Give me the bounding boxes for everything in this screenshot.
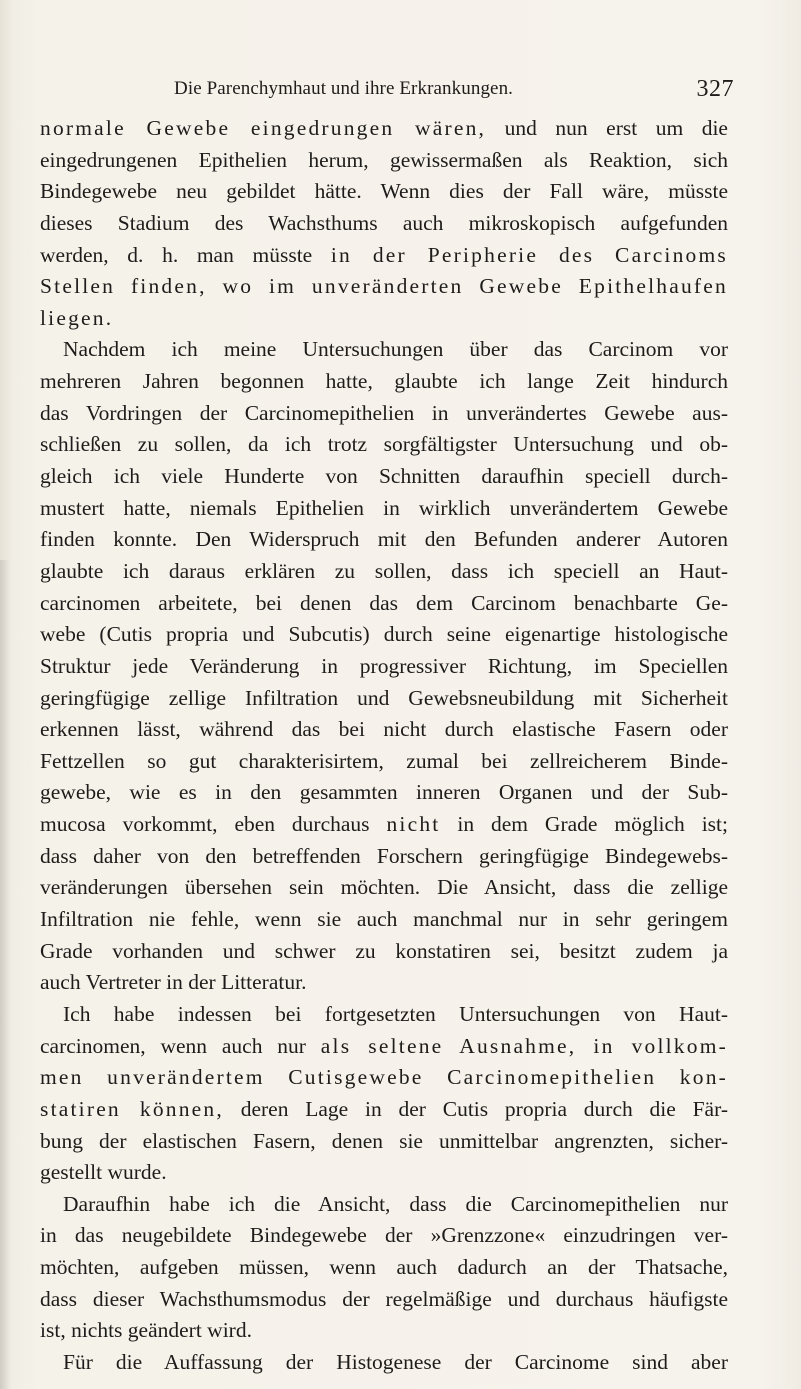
text-line <box>40 334 728 366</box>
spaced-emphasis-text: statiren können, <box>40 1096 224 1121</box>
text-line <box>40 1157 728 1189</box>
text-line <box>40 872 728 904</box>
text-line <box>40 176 728 208</box>
page-header <box>174 78 734 108</box>
text-line <box>40 1284 728 1316</box>
text-segment: dass daher von den betreffenden Forschern geringfügige Bindegewebs- <box>40 843 728 868</box>
text-segment: auch Vertreter in der Litteratur. <box>40 970 307 995</box>
text-line <box>40 904 728 936</box>
text-segment: mehreren Jahren begonnen hatte, glaubte ich lange Zeit hindurch <box>40 369 728 394</box>
text-line <box>40 366 728 398</box>
text-segment: und nun erst um die <box>486 116 728 140</box>
text-segment: Nachdem ich meine Untersuchungen über das Carcinom vor <box>63 337 728 362</box>
text-segment: finden konnte. Den Widerspruch mit den Befunden anderer Autoren <box>40 527 728 552</box>
text-line <box>40 398 728 430</box>
running-title: Die Parenchymhaut und ihre Erkrankungen. <box>174 78 514 99</box>
text-line <box>40 1094 728 1126</box>
text-line <box>40 1252 728 1284</box>
text-segment: Bindegewebe neu gebildet hätte. Wenn dies der Fall wäre, müsste <box>40 179 728 204</box>
spaced-emphasis-text: nicht <box>386 812 441 837</box>
text-line <box>40 1347 728 1379</box>
text-line <box>40 1062 728 1094</box>
text-segment: bung der elastischen Fasern, denen sie unmittelbar angrenzten, sicher- <box>40 1128 728 1153</box>
page-number: 327 <box>696 76 734 102</box>
text-segment: gewebe, wie es in den gesammten inneren Organen und der Sub- <box>40 780 728 805</box>
text-segment: Grade vorhanden und schwer zu konstatiren sei, besitzt zudem ja <box>40 938 728 963</box>
text-line <box>40 429 728 461</box>
text-line <box>40 651 728 683</box>
text-line <box>40 746 728 778</box>
text-segment: geringfügige zellige Infiltration und Gewebsneubildung mit Sicherheit <box>40 685 728 710</box>
text-segment: Fettzellen so gut charakterisirtem, zumal bei zellreicherem Binde- <box>40 748 728 773</box>
text-line <box>40 524 728 556</box>
text-line <box>40 714 728 746</box>
text-line <box>40 1126 728 1158</box>
text-segment: das Vordringen der Carcinomepithelien in unverändertes Gewebe aus- <box>40 400 728 425</box>
text-segment: gleich ich viele Hunderte von Schnitten daraufhin speciell durch- <box>40 464 728 489</box>
spaced-emphasis-text: als seltene Ausnahme, in vollkom- <box>320 1033 728 1058</box>
text-segment: mucosa vorkommt, eben durchaus <box>40 812 387 837</box>
text-line <box>40 683 728 715</box>
text-line <box>40 1189 728 1221</box>
text-segment: dass dieser Wachsthumsmodus der regelmäßige und durchaus häufigste <box>40 1286 728 1311</box>
spaced-emphasis-text: liegen. <box>40 305 114 330</box>
text-line <box>40 1031 728 1063</box>
text-segment: schließen zu sollen, da ich trotz sorgfältigster Untersuchung und ob- <box>40 432 728 457</box>
spaced-emphasis-text: Stellen finden, wo im unveränderten Gewebe Epithelhaufen <box>40 274 728 299</box>
text-segment: gestellt wurde. <box>40 1160 167 1185</box>
text-segment: Infiltration nie fehle, wenn sie auch manchmal nur in sehr geringem <box>40 907 728 932</box>
text-segment: carcinomen, wenn auch nur <box>40 1033 321 1058</box>
text-segment: Für die Auffassung der Histogenese der Carcinome sind aber <box>63 1349 728 1374</box>
text-line <box>40 1315 728 1347</box>
text-line <box>40 588 728 620</box>
text-line <box>40 1220 728 1252</box>
text-line <box>40 145 728 177</box>
text-segment: erkennen lässt, während das bei nicht durch elastische Fasern oder <box>40 717 728 742</box>
text-line <box>40 240 728 272</box>
text-line <box>40 303 728 335</box>
text-line <box>40 967 728 999</box>
text-line <box>40 809 728 841</box>
text-line <box>40 999 728 1031</box>
text-segment: Ich habe indessen bei fortgesetzten Untersuchungen von Haut- <box>63 1001 728 1026</box>
text-segment: werden, d. h. man müsste <box>40 242 331 267</box>
text-segment: eingedrungenen Epithelien herum, gewissermaßen als Reaktion, sich <box>40 147 728 172</box>
text-segment: deren Lage in der Cutis propria durch die Fär- <box>223 1096 728 1121</box>
text-line <box>40 619 728 651</box>
text-segment: mustert hatte, niemals Epithelien in wirklich unverändertem Gewebe <box>40 495 728 520</box>
text-segment: glaubte ich daraus erklären zu sollen, dass ich speciell an Haut- <box>40 558 728 583</box>
text-segment: dieses Stadium des Wachsthums auch mikroskopisch aufgefunden <box>40 210 728 235</box>
text-line <box>40 113 728 145</box>
text-segment: in dem Grade möglich ist; <box>440 812 728 837</box>
text-segment: ist, nichts geändert wird. <box>40 1318 252 1343</box>
text-line <box>40 556 728 588</box>
text-segment: in das neugebildete Bindegewebe der »Grenzzone« einzudringen ver- <box>40 1223 728 1248</box>
text-segment: carcinomen arbeitete, bei denen das dem Carcinom benachbarte Ge- <box>40 590 728 615</box>
text-segment: möchten, aufgeben müssen, wenn auch dadurch an der Thatsache, <box>40 1255 728 1280</box>
spaced-emphasis-text: normale Gewebe eingedrungen wären, <box>40 116 487 140</box>
text-line <box>40 936 728 968</box>
body-text <box>40 113 728 1379</box>
text-segment: Struktur jede Veränderung in progressiver Richtung, im Speciellen <box>40 653 728 678</box>
text-line <box>40 493 728 525</box>
text-segment: Daraufhin habe ich die Ansicht, dass die Carcinomepithelien nur <box>63 1191 728 1216</box>
spaced-emphasis-text: in der Peripherie des Carcinoms <box>330 242 728 267</box>
text-segment: webe (Cutis propria und Subcutis) durch seine eigenartige histologische <box>40 622 728 647</box>
text-line <box>40 841 728 873</box>
text-segment: veränderungen übersehen sein möchten. Die Ansicht, dass die zellige <box>40 875 728 900</box>
spaced-emphasis-text: men unverändertem Cutisgewebe Carcinomepithelien kon- <box>40 1065 728 1090</box>
text-line <box>40 208 728 240</box>
text-line <box>40 777 728 809</box>
page-gutter-shadow <box>0 560 10 1389</box>
text-line <box>40 461 728 493</box>
text-line <box>40 271 728 303</box>
